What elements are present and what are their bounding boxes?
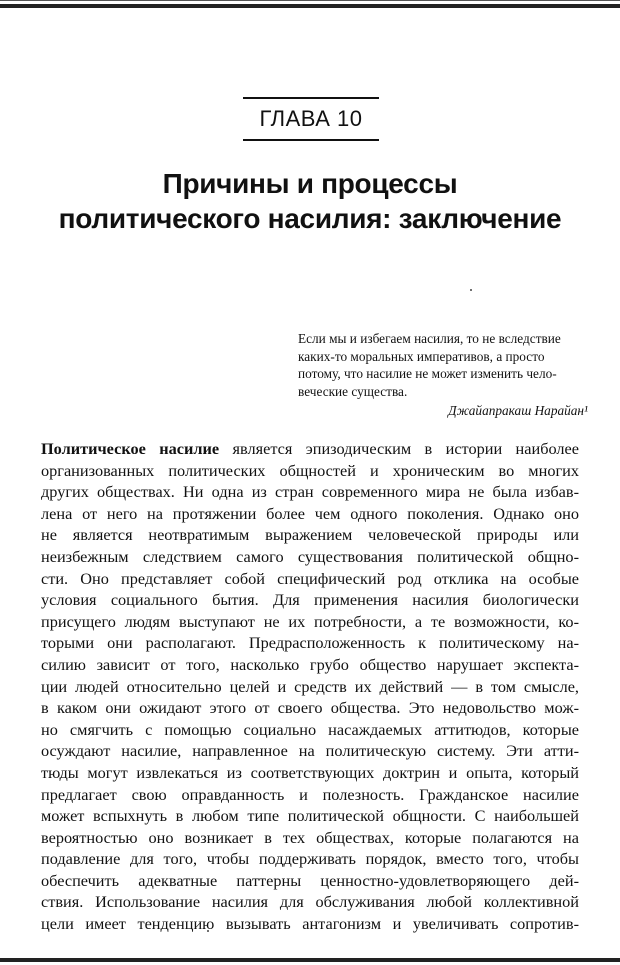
body-line: условия социального бытия. Для применения насилия биологически	[41, 590, 579, 610]
epigraph-line: каких-то моральных императивов, а просто	[298, 348, 545, 364]
epigraph-author: Джайапракаш Нарайан¹	[448, 403, 588, 418]
body-line	[41, 438, 579, 460]
bottom-border	[0, 958, 620, 962]
body-line: торыми они располагают. Предрасположенность к политическому на-	[41, 633, 579, 653]
top-border-thin	[0, 0, 620, 1]
body-line: организованных политических общностей и хроническим во многих	[41, 460, 579, 480]
body-line: но смягчить с помощью социально насаждаемых аттитюдов, которые	[41, 719, 579, 739]
body-line: лена от него на протяжении более чем одного поколения. Однако оно	[41, 503, 579, 523]
body-line: неизбежным следствием самого существования политической общно-	[41, 546, 579, 566]
epigraph-line: потому, что насилие не может изменить чело-	[298, 366, 557, 381]
epigraph-line: веческие существа.	[298, 383, 408, 399]
chapter-title-line-1: Причины и процессы	[162, 168, 458, 199]
body-line: не является неотвратимым выражением человеческой природы или	[41, 525, 579, 545]
chapter-title	[20, 166, 600, 236]
body-line: подавление для того, чтобы поддерживать порядок, вместо того, чтобы	[41, 849, 579, 869]
chapter-label: ГЛАВА 10	[259, 106, 363, 131]
chapter-title-line-2: политического насилия: заключение	[58, 203, 562, 234]
key-term: Политическое насилие	[41, 439, 220, 458]
body-line: предлагает свою оправданность и полезность. Гражданское насилие	[41, 784, 579, 804]
body-line: вероятностью оно возникает в тех обществах, которые полагаются на	[41, 827, 579, 847]
body-line: других обществах. Ни одна из стран современного мира не была избав-	[41, 482, 579, 502]
body-line: тюды могут извлекаться из соответствующих доктрин и опыта, который	[41, 762, 579, 782]
body-line: присущего людям выступают не их потребности, а те возможности, ко-	[41, 611, 579, 631]
body-line: обеспечить адекватные паттерны ценностно-удовлетворяющего дей-	[41, 870, 579, 890]
epigraph-line: Если мы и избегаем насилия, то не вследствие	[298, 331, 561, 346]
chapter-heading	[243, 97, 379, 141]
body-line: может вспыхнуть в любом типе политической общности. С наибольшей	[41, 806, 579, 826]
top-border	[0, 4, 620, 8]
body-paragraph	[41, 438, 579, 935]
body-line: осуждают насилие, направленное на политическую систему. Эти атти-	[41, 741, 579, 761]
body-line: ствия. Использование насилия для обслуживания любой коллективной	[41, 892, 579, 912]
body-line: ции людей относительно целей и средств их действий — в том смысле,	[41, 676, 579, 696]
scan-speck	[470, 289, 472, 291]
body-line: сти. Оно представляет собой специфический род отклика на особые	[41, 568, 579, 588]
body-line-rest: является эпизодическим в истории наиболее	[219, 439, 579, 458]
body-line: силию зависит от того, насколько грубо общество нарушает экспекта-	[41, 654, 579, 674]
body-line: в каком они ожидают этого от своего общества. Это недовольство мож-	[41, 698, 579, 718]
body-line: цели имеет тенденцию вызывать антагонизм и увеличивать сопротив-	[41, 914, 579, 934]
epigraph	[298, 330, 588, 400]
